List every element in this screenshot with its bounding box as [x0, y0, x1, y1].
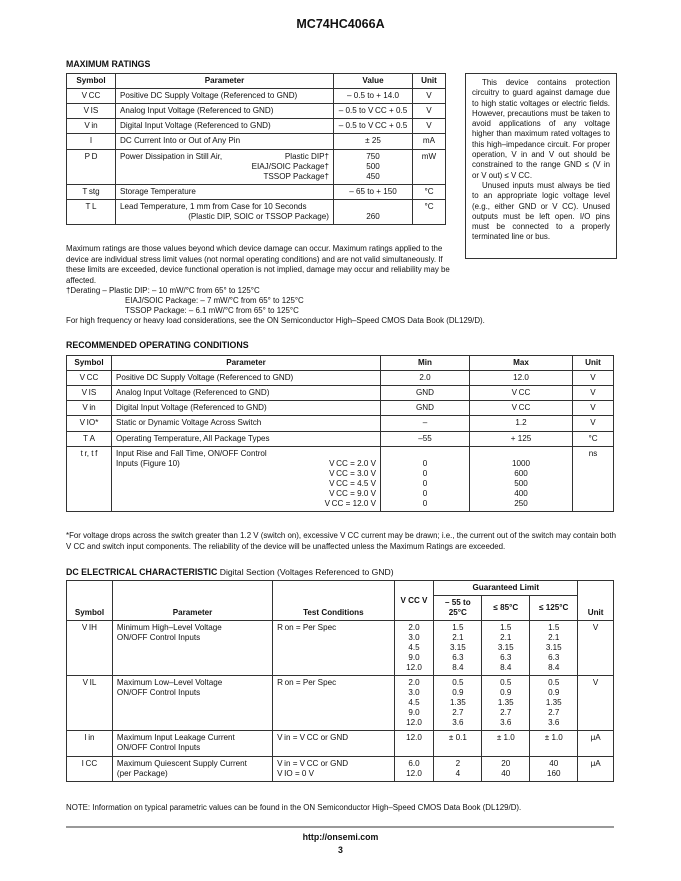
- cell-symbol: T A: [67, 431, 112, 446]
- table-row: [67, 731, 614, 756]
- line: Maximum Low–Level Voltage: [116, 678, 223, 688]
- col-temp-85: ≤ 85°C: [482, 596, 530, 621]
- value: ± 1.0: [544, 733, 563, 743]
- value: 6.0: [408, 758, 420, 768]
- cell-value: 260: [334, 199, 413, 224]
- cell-min: –55: [381, 431, 470, 446]
- line: Minimum High–Level Voltage: [116, 623, 222, 633]
- cell-t1: [434, 676, 482, 731]
- cell-param: DC Current Into or Out of Any Pin: [116, 134, 334, 149]
- value: 2.7: [548, 708, 560, 718]
- roc-heading: RECOMMENDED OPERATING CONDITIONS: [66, 340, 249, 350]
- trtf-param: Input Rise and Fall Time, ON/OFF Control: [116, 448, 267, 458]
- value: 2.7: [500, 708, 512, 718]
- cell-symbol: T L: [67, 199, 116, 224]
- cell-value: – 0.5 to V CC + 0.5: [334, 119, 413, 134]
- trtf-param: Inputs (Figure 10): [116, 458, 180, 468]
- symbol: I CC: [81, 758, 98, 768]
- cell-value: [334, 149, 413, 184]
- cell-value: – 65 to + 150: [334, 184, 413, 199]
- value: 12.0: [406, 733, 422, 743]
- footer-url[interactable]: http://onsemi.com: [302, 832, 379, 842]
- cell-param: [116, 199, 334, 224]
- cell-symbol: V IS: [67, 386, 112, 401]
- cell-param: Positive DC Supply Voltage (Referenced to GND): [116, 89, 334, 104]
- table-row: [67, 184, 446, 199]
- table-row: [67, 386, 614, 401]
- value: 2.1: [548, 633, 560, 643]
- unit: μA: [590, 733, 601, 743]
- cell-symbol: P D: [67, 149, 116, 184]
- col-temp-25: – 55 to 25°C: [434, 596, 482, 621]
- line: ON/OFF Control Inputs: [116, 688, 201, 698]
- cell-unit: [578, 621, 614, 676]
- table-row: [67, 401, 614, 416]
- trtf-max: 400: [514, 489, 528, 499]
- trtf-vcc: V CC = 4.5 V: [329, 478, 376, 488]
- max-ratings-note: Maximum ratings are those values beyond which device damage can occur. Maximum ratings applied to the device are individual stress limit values (not normal operating conditions) and are not valid simultaneously. If these limits are exceeded, device functional operation is not implied, damage may occur and reliability may be affected.: [66, 244, 450, 285]
- col-symbol: Symbol: [67, 74, 116, 89]
- max-ratings-heading: MAXIMUM RATINGS: [66, 59, 151, 69]
- col-vcc: V CC V: [394, 581, 434, 621]
- cell-max: 1.2: [470, 416, 573, 431]
- cell-vcc: [394, 731, 434, 756]
- value: 1.5: [452, 623, 464, 633]
- line: V IO = 0 V: [277, 768, 315, 778]
- cell-test: [273, 621, 394, 676]
- protection-text: Unused inputs must always be tied to an appropriate logic voltage level (e.g., either GND or V CC). Unused outputs must be left open. I/O pins must be connected to a properly terminated line or bus.: [472, 180, 610, 242]
- pd-value: 750: [366, 151, 380, 161]
- line: V in = V CC or GND: [277, 758, 349, 768]
- trtf-max: 1000: [511, 458, 530, 468]
- cell-t1: [434, 756, 482, 781]
- cell-symbol: [67, 621, 113, 676]
- table-row: [67, 756, 614, 781]
- value: 0.5: [548, 678, 560, 688]
- dc-heading-line: [66, 567, 394, 578]
- line: R on = Per Spec: [277, 678, 337, 688]
- trtf-min: 0: [422, 458, 428, 468]
- cell-param: Operating Temperature, All Package Types: [112, 431, 381, 446]
- pd-pkg: TSSOP Package†: [263, 171, 329, 181]
- table-row: [67, 621, 614, 676]
- cell-vcc: [394, 676, 434, 731]
- dc-heading: DC ELECTRICAL CHARACTERISTIC: [66, 567, 218, 577]
- col-symbol: Symbol: [67, 356, 112, 371]
- table-row: [67, 416, 614, 431]
- cell-test: [273, 756, 394, 781]
- value: 2.1: [452, 633, 464, 643]
- cell-max: V CC: [470, 386, 573, 401]
- cell-min: GND: [381, 401, 470, 416]
- value: 8.4: [548, 663, 560, 673]
- cell-t2: [482, 731, 530, 756]
- value: 3.15: [449, 643, 466, 653]
- value: 0.9: [500, 688, 512, 698]
- value: 3.15: [545, 643, 562, 653]
- cell-unit: V: [573, 371, 614, 386]
- cell-max: + 125: [470, 431, 573, 446]
- line: ON/OFF Control Inputs: [116, 633, 201, 643]
- cell-symbol: [67, 731, 113, 756]
- cell-symbol: [67, 756, 113, 781]
- trtf-vcc: V CC = 9.0 V: [329, 489, 376, 499]
- cell-symbol: I: [67, 134, 116, 149]
- value: 0.9: [548, 688, 560, 698]
- cell-symbol: V IO*: [67, 416, 112, 431]
- cell-unit: °C: [573, 431, 614, 446]
- value: 8.4: [452, 663, 464, 673]
- trtf-min: 0: [422, 478, 428, 488]
- page-title: MC74HC4066A: [296, 17, 385, 31]
- trtf-min: 0: [422, 499, 428, 509]
- protection-info-box: [465, 73, 617, 259]
- cell-t3: [530, 756, 578, 781]
- cell-vcc: [394, 621, 434, 676]
- cell-symbol: T stg: [67, 184, 116, 199]
- value: 2.0: [408, 623, 420, 633]
- pd-value: 500: [366, 161, 380, 171]
- cell-max: [470, 446, 573, 512]
- tl-param: (Plastic DIP, SOIC or TSSOP Package): [188, 212, 329, 222]
- symbol: V IL: [82, 678, 97, 688]
- value: 4.5: [408, 698, 420, 708]
- value: 0.9: [452, 688, 464, 698]
- table-row: [67, 119, 446, 134]
- cell-param: Analog Input Voltage (Referenced to GND): [112, 386, 381, 401]
- cell-param: [112, 731, 272, 756]
- cell-unit: °C: [413, 184, 446, 199]
- cell-vcc: [394, 756, 434, 781]
- value: ± 1.0: [496, 733, 515, 743]
- col-unit: Unit: [578, 581, 614, 621]
- trtf-vcc: V CC = 12.0 V: [324, 499, 376, 509]
- value: 0.5: [500, 678, 512, 688]
- unit: V: [592, 623, 599, 633]
- protection-text: This device contains protection circuitry to guard against damage due to high static voltages or electric fields. However, precautions must be taken to avoid applications of any voltage higher than maximum rated voltages to this high–impedance circuit. For proper operation, V in and V out should be constrained to the range GND ≤ (V in or V out) ≤ V CC.: [472, 78, 610, 180]
- trtf-max: 500: [514, 478, 528, 488]
- cell-symbol: V CC: [67, 371, 112, 386]
- value: 6.3: [548, 653, 560, 663]
- cell-unit: mA: [413, 134, 446, 149]
- cell-max: V CC: [470, 401, 573, 416]
- cell-value: ± 25: [334, 134, 413, 149]
- table-row: [67, 199, 446, 224]
- value: 20: [501, 758, 511, 768]
- pd-pkg: EIAJ/SOIC Package†: [251, 161, 329, 171]
- cell-t1: [434, 621, 482, 676]
- cell-t3: [530, 676, 578, 731]
- unit: V: [592, 678, 599, 688]
- table-row: [67, 431, 614, 446]
- trtf-min: 0: [422, 489, 428, 499]
- cell-symbol: V in: [67, 119, 116, 134]
- col-value: Value: [334, 74, 413, 89]
- cell-t2: [482, 621, 530, 676]
- line: Maximum Quiescent Supply Current: [116, 758, 247, 768]
- value: 40: [501, 768, 511, 778]
- cell-symbol: t r, t f: [67, 446, 112, 512]
- value: 12.0: [406, 768, 422, 778]
- col-temp-125: ≤ 125°C: [530, 596, 578, 621]
- value: 3.6: [452, 718, 464, 728]
- unit: μA: [590, 758, 601, 768]
- value: 0.5: [452, 678, 464, 688]
- pd-value: 450: [366, 171, 380, 181]
- value: ± 0.1: [448, 733, 467, 743]
- dc-subheading: Digital Section (Voltages Referenced to GND): [219, 567, 394, 577]
- value: 1.35: [497, 698, 514, 708]
- cell-min: GND: [381, 386, 470, 401]
- trtf-max: 250: [514, 499, 528, 509]
- cell-max: 12.0: [470, 371, 573, 386]
- tl-param: Lead Temperature, 1 mm from Case for 10 Seconds: [120, 201, 307, 211]
- roc-table: [66, 355, 614, 512]
- cell-value: – 0.5 to V CC + 0.5: [334, 104, 413, 119]
- cell-min: 2.0: [381, 371, 470, 386]
- value: 6.3: [500, 653, 512, 663]
- roc-note: *For voltage drops across the switch greater than 1.2 V (switch on), excessive V CC current may be drawn; i.e., the current out of the switch may contain both V CC and switch input components. The reliability of the device will be unaffected unless the Maximum Ratings are exceeded.: [66, 531, 616, 551]
- trtf-min: 0: [422, 468, 428, 478]
- derating-line: †Derating – Plastic DIP: – 10 mW/°C from 65° to 125°C: [66, 286, 260, 295]
- col-symbol: Symbol: [67, 581, 113, 621]
- value: 4.5: [408, 643, 420, 653]
- line: (per Package): [116, 768, 168, 778]
- derating-line: TSSOP Package: – 6.1 mW/°C from 65° to 125°C: [125, 306, 299, 315]
- cell-min: [381, 446, 470, 512]
- page-number: 3: [338, 845, 343, 855]
- value: 8.4: [500, 663, 512, 673]
- value: 3.6: [548, 718, 560, 728]
- col-min: Min: [381, 356, 470, 371]
- cell-t3: [530, 621, 578, 676]
- pd-param: Power Dissipation in Still Air,: [120, 151, 223, 161]
- col-max: Max: [470, 356, 573, 371]
- footer-divider: [66, 826, 614, 828]
- value: 6.3: [452, 653, 464, 663]
- cell-unit: V: [573, 416, 614, 431]
- cell-symbol: V in: [67, 401, 112, 416]
- cell-unit: [578, 756, 614, 781]
- value: 2: [455, 758, 461, 768]
- cell-symbol: [67, 676, 113, 731]
- value: 9.0: [408, 708, 420, 718]
- cell-unit: °C: [413, 199, 446, 224]
- table-row: [67, 134, 446, 149]
- cell-param: Storage Temperature: [116, 184, 334, 199]
- table-row: [67, 371, 614, 386]
- value: 3.0: [408, 688, 420, 698]
- cell-t1: [434, 731, 482, 756]
- col-parameter: Parameter: [116, 74, 334, 89]
- cell-symbol: V IS: [67, 104, 116, 119]
- value: 40: [549, 758, 559, 768]
- cell-param: [116, 149, 334, 184]
- value: 12.0: [406, 718, 422, 728]
- col-unit: Unit: [573, 356, 614, 371]
- freq-note: For high frequency or heavy load considerations, see the ON Semiconductor High–Speed CMOS Data Book (DL129/D).: [66, 316, 485, 325]
- dc-note: NOTE: Information on typical parametric values can be found in the ON Semiconductor High–Speed CMOS Data Book (DL129/D).: [66, 803, 522, 812]
- cell-unit: V: [413, 104, 446, 119]
- cell-param: Positive DC Supply Voltage (Referenced to GND): [112, 371, 381, 386]
- derating-line: EIAJ/SOIC Package: – 7 mW/°C from 65° to 125°C: [125, 296, 304, 305]
- col-parameter: Parameter: [112, 581, 272, 621]
- line: V in = V CC or GND: [277, 733, 349, 743]
- symbol: V IH: [81, 623, 98, 633]
- col-test: Test Conditions: [273, 581, 394, 621]
- value: 160: [547, 768, 561, 778]
- cell-param: Digital Input Voltage (Referenced to GND): [116, 119, 334, 134]
- pd-pkg: Plastic DIP†: [284, 151, 329, 161]
- dc-table: [66, 580, 614, 782]
- cell-unit: V: [573, 401, 614, 416]
- cell-test: [273, 731, 394, 756]
- cell-param: [112, 621, 272, 676]
- value: 1.5: [500, 623, 512, 633]
- cell-value: – 0.5 to + 14.0: [334, 89, 413, 104]
- cell-symbol: V CC: [67, 89, 116, 104]
- cell-param: Static or Dynamic Voltage Across Switch: [112, 416, 381, 431]
- symbol: I in: [84, 733, 95, 743]
- cell-unit: [578, 676, 614, 731]
- value: 1.35: [449, 698, 466, 708]
- trtf-max: 600: [514, 468, 528, 478]
- cell-t2: [482, 676, 530, 731]
- value: 4: [455, 768, 461, 778]
- trtf-vcc: V CC = 2.0 V: [329, 458, 376, 468]
- table-row: [67, 446, 614, 512]
- cell-t3: [530, 731, 578, 756]
- table-row: [67, 104, 446, 119]
- value: 3.0: [408, 633, 420, 643]
- cell-param: Digital Input Voltage (Referenced to GND): [112, 401, 381, 416]
- cell-unit: [578, 731, 614, 756]
- line: Maximum Input Leakage Current: [116, 733, 235, 743]
- cell-unit: V: [573, 386, 614, 401]
- col-guaranteed: Guaranteed Limit: [434, 581, 578, 596]
- cell-unit: mW: [413, 149, 446, 184]
- value: 2.1: [500, 633, 512, 643]
- cell-min: –: [381, 416, 470, 431]
- cell-test: [273, 676, 394, 731]
- cell-unit: V: [413, 119, 446, 134]
- table-row: [67, 89, 446, 104]
- value: 9.0: [408, 653, 420, 663]
- value: 1.35: [545, 698, 562, 708]
- col-parameter: Parameter: [112, 356, 381, 371]
- table-row: [67, 676, 614, 731]
- value: 2.0: [408, 678, 420, 688]
- max-ratings-table: [66, 73, 446, 225]
- line: ON/OFF Control Inputs: [116, 743, 201, 753]
- trtf-vcc: V CC = 3.0 V: [329, 468, 376, 478]
- value: 2.7: [452, 708, 464, 718]
- cell-unit: V: [413, 89, 446, 104]
- cell-unit: ns: [573, 446, 614, 512]
- value: 3.6: [500, 718, 512, 728]
- cell-param: Analog Input Voltage (Referenced to GND): [116, 104, 334, 119]
- value: 3.15: [497, 643, 514, 653]
- value: 1.5: [548, 623, 560, 633]
- cell-param: [112, 756, 272, 781]
- value: 12.0: [406, 663, 422, 673]
- line: R on = Per Spec: [277, 623, 337, 633]
- col-unit: Unit: [413, 74, 446, 89]
- cell-t2: [482, 756, 530, 781]
- cell-param: [112, 676, 272, 731]
- table-row: [67, 149, 446, 184]
- cell-param: [112, 446, 381, 512]
